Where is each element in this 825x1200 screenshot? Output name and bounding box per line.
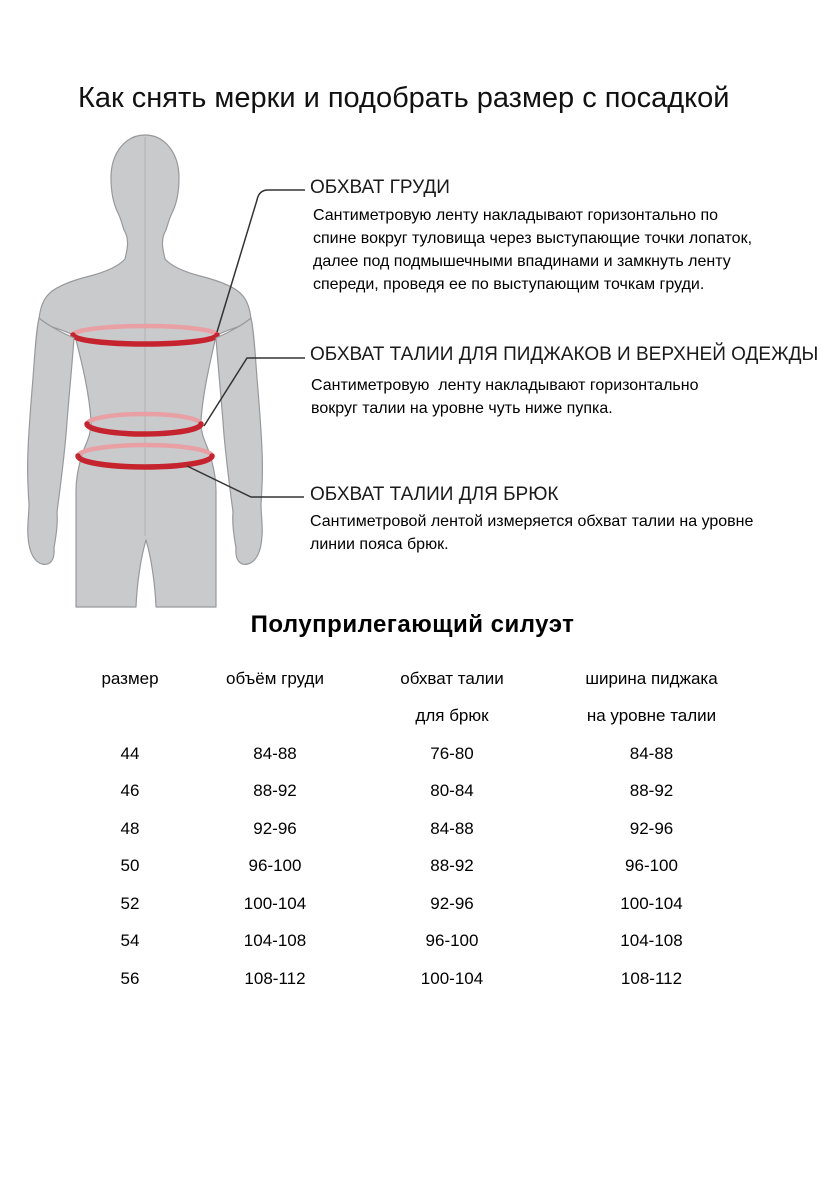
table-row xyxy=(60,773,749,811)
waist-trousers-measure-description xyxy=(310,510,753,556)
description-line: линии пояса брюк. xyxy=(310,536,449,553)
table-row xyxy=(60,923,749,961)
table-cell: 46 xyxy=(120,781,140,801)
table-cell: 92-96 xyxy=(430,893,474,913)
table-cell: 104-108 xyxy=(243,931,307,951)
table-row xyxy=(60,885,749,923)
column-header-jacket-width-sub: на уровне талии xyxy=(586,706,717,726)
table-cell: 92-96 xyxy=(629,818,674,838)
table-row xyxy=(60,960,749,998)
description-line: Сантиметровую ленту накладывают горизонтально xyxy=(311,377,699,394)
table-cell: 100-104 xyxy=(620,893,683,913)
size-table xyxy=(60,660,749,998)
table-cell: 88-92 xyxy=(629,781,674,801)
table-cell: 96-100 xyxy=(625,856,678,876)
table-cell: 88-92 xyxy=(430,856,474,876)
waist-jacket-measure-description xyxy=(311,374,698,420)
description-line: Сантиметровую ленту накладывают горизонтально по xyxy=(313,207,719,224)
table-header-row-1 xyxy=(60,660,749,698)
table-cell: 52 xyxy=(120,893,140,913)
description-line: далее под подмышечными впадинами и замкнуть ленту xyxy=(313,253,731,270)
table-cell: 104-108 xyxy=(620,931,683,951)
column-header-waist-sub: для брюк xyxy=(415,706,489,726)
table-cell: 100-104 xyxy=(243,893,307,913)
description-line: спине вокруг туловища через выступающие точки лопаток, xyxy=(313,230,753,247)
chest-measure-description xyxy=(313,204,752,296)
left-arm xyxy=(28,318,74,564)
right-arm xyxy=(216,318,262,564)
table-cell: 96-100 xyxy=(248,856,302,876)
table-row xyxy=(60,810,749,848)
table-row xyxy=(60,848,749,886)
table-cell: 54 xyxy=(120,931,140,951)
table-cell: 92-96 xyxy=(253,818,297,838)
body-silhouette-graphic xyxy=(10,120,310,610)
table-cell: 44 xyxy=(120,743,140,763)
column-header-chest: объём груди xyxy=(226,668,324,688)
table-cell: 80-84 xyxy=(430,781,474,801)
chest-measure-label: ОБХВАТ ГРУДИ xyxy=(310,177,450,198)
table-header-row-2 xyxy=(60,698,749,736)
table-cell: 96-100 xyxy=(425,931,479,951)
page-title: Как снять мерки и подобрать размер с посадкой xyxy=(78,82,730,114)
description-line: Сантиметровой лентой измеряется обхват талии на уровне xyxy=(310,513,754,530)
table-cell: 48 xyxy=(120,818,140,838)
table-cell: 84-88 xyxy=(430,818,474,838)
table-cell: 76-80 xyxy=(430,743,474,763)
table-cell: 108-112 xyxy=(244,968,306,988)
table-cell: 56 xyxy=(120,968,140,988)
column-header-size: размер xyxy=(101,668,159,688)
measurement-figure xyxy=(10,120,310,610)
table-cell: 50 xyxy=(120,856,140,876)
table-cell: 88-92 xyxy=(253,781,297,801)
size-table-heading: Полуприлегающий силуэт xyxy=(250,611,575,638)
waist-trousers-measure-label: ОБХВАТ ТАЛИИ ДЛЯ БРЮК xyxy=(310,484,559,505)
waist-jacket-measure-label: ОБХВАТ ТАЛИИ ДЛЯ ПИДЖАКОВ И ВЕРХНЕЙ ОДЕЖДЫ xyxy=(310,344,819,365)
table-cell: 84-88 xyxy=(253,743,297,763)
size-table-body xyxy=(60,735,749,998)
table-cell: 108-112 xyxy=(620,968,683,988)
table-cell: 84-88 xyxy=(629,743,674,763)
column-header-jacket-width: ширина пиджака xyxy=(585,668,718,688)
description-line: спереди, проведя ее по выступающим точкам груди. xyxy=(313,276,705,293)
table-row xyxy=(60,735,749,773)
column-header-waist: обхват талии xyxy=(400,668,504,688)
description-line: вокруг талии на уровне чуть ниже пупка. xyxy=(311,400,613,417)
table-cell: 100-104 xyxy=(420,968,484,988)
